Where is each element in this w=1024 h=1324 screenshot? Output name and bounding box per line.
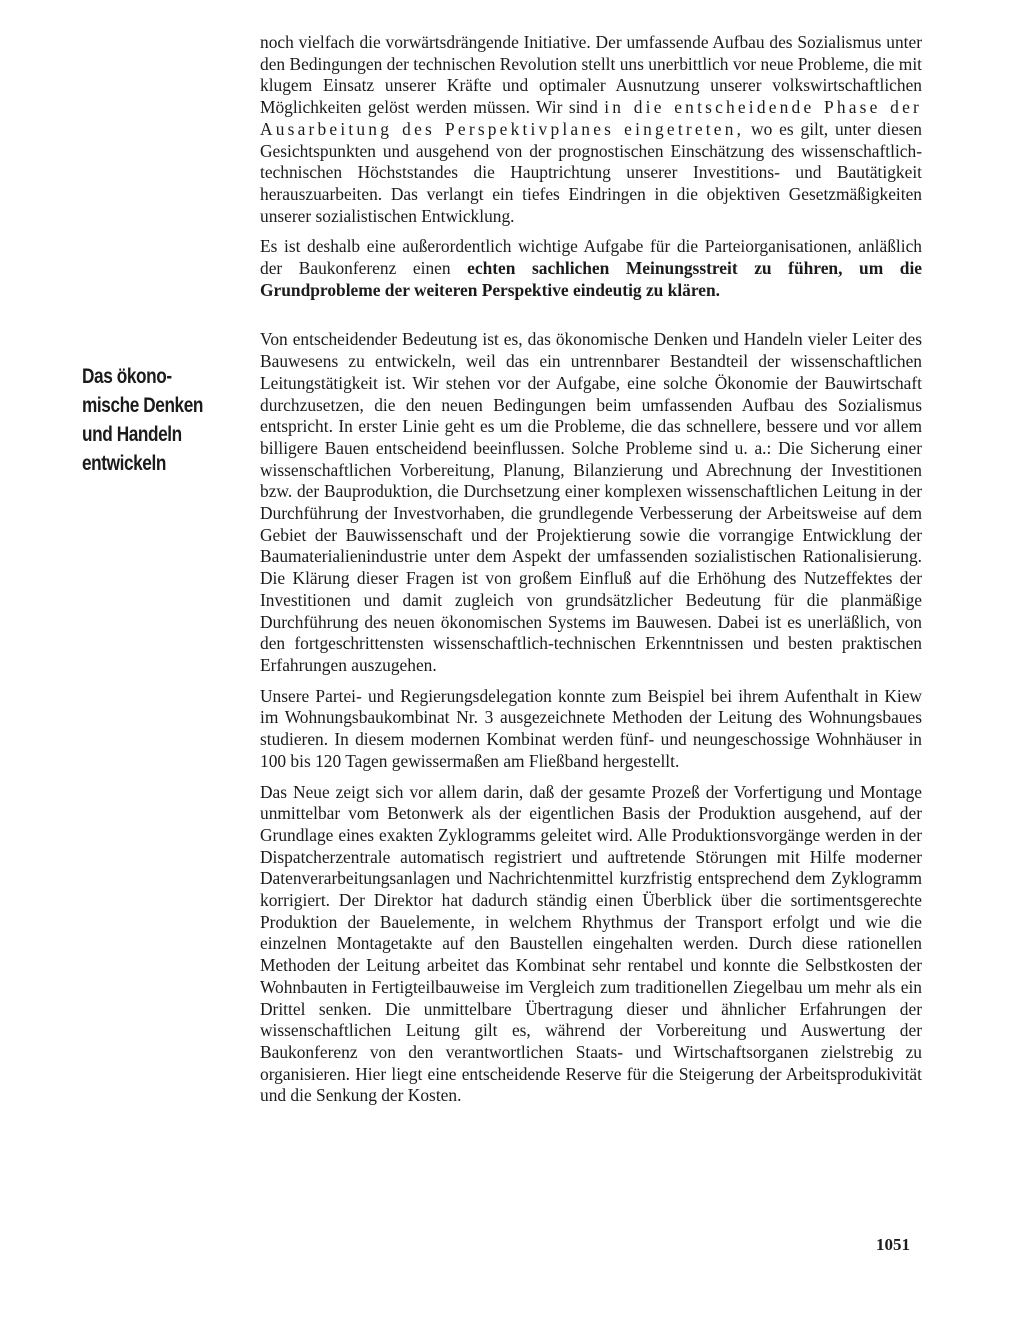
- margin-heading-line: entwickeln: [82, 452, 166, 475]
- margin-heading-line: Das ökono-: [82, 365, 172, 388]
- margin-heading-line: und Handeln: [82, 423, 182, 446]
- paragraph-1-spaced-emphasis: in die entscheidende Phase der Ausarbeitung des Perspektivplanes eingetreten,: [260, 97, 922, 139]
- body-text-column: [260, 32, 922, 1107]
- margin-heading: [82, 362, 217, 478]
- paragraph-5: Das Neue zeigt sich vor allem darin, daß der gesamte Prozeß der Vorfertigung und Montage unmittelbar vom Betonwerk als der eigentlichen Basis der Produktion ausgehend, auf der Grundlage eines exakten Zyklogramms geleitet wird. Alle Produktionsvorgänge werden in der Dispatcherzentrale automatisch registriert und auftretende Störungen mit Hilfe moderner Datenverarbeitungsanlagen und Nachrichtenmittel kurzfristig entsprechend dem Zyklogramm korrigiert. Der Direktor hat dadurch ständig einen Überblick über die sortimentsgerechte Produktion der Bauelemente, in welchem Rhythmus der Transport erfolgt und wie die einzelnen Montagetakte auf den Baustellen eingehalten werden. Durch diese rationellen Methoden der Leitung arbeitet das Kombinat sehr rentabel und konnte die Selbstkosten der Wohnbauten in Fertigteilbauweise im Vergleich zum traditionellen Ziegelbau um mehr als ein Drittel senken. Die unmittelbare Übertragung dieser und ähnlicher Erfahrungen der wissenschaftlichen Leitung gilt es, während der Vorbereitung und Auswertung der Baukonferenz von den verantwortlichen Staats- und Wirtschaftsorganen zielstrebig zu organisieren. Hier liegt eine entscheidende Reserve für die Steigerung der Arbeitsprodukivität und die Senkung der Kosten.: [260, 781, 922, 1106]
- paragraph-1-text-b: wo es gilt, unter diesen Gesichtspunkten und ausgehend von der prognostischen Einschätzung des wissenschaftlich-technischen Höchststandes die Hauptrichtung unserer Investitions- und Bautätigkeit herauszuarbeiten. Das verlangt ein tiefes Eindringen in die objektiven Gesetzmäßigkeiten unserer sozialistischen Entwicklung.: [260, 118, 922, 226]
- paragraph-1-text-a: noch vielfach die vorwärtsdrängende Initiative. Der umfassende Aufbau des Sozialismus unter den Bedingungen der technischen Revolution stellt uns unerbittlich vor neue Probleme, die mit klugem Einsatz unserer Kräfte und optimaler Ausnutzung unserer volkswirtschaftlichen Möglichkeiten gelöst werden müssen. Wir sind: [260, 32, 922, 118]
- paragraph-2-text: Es ist deshalb eine außerordentlich wichtige Aufgabe für die Parteiorganisationen, anläßlich der Baukonferenz einen: [260, 236, 922, 279]
- paragraph-1: [260, 32, 922, 227]
- paragraph-3: Von entscheidender Bedeutung ist es, das ökonomische Denken und Handeln vieler Leiter des Bauwesens zu entwickeln, weil das ein untrennbarer Bestandteil der wissenschaftlichen Leitungstätigkeit ist. Wir stehen vor der Aufgabe, eine solche Ökonomie der Bauwirtschaft durchzusetzen, die den neuen Bedingungen beim umfassenden Aufbau des Sozialismus entspricht. In erster Linie geht es um die Probleme, die das schnellere, bessere und vor allem billigere Bauen entscheidend beeinflussen. Solche Probleme sind u. a.: Die Sicherung einer wissenschaftlichen Vorbereitung, Planung, Bilanzierung und Abrechnung der Investitionen bzw. der Bauproduktion, die Durchsetzung einer komplexen wissenschaftlichen Leitung in der Durchführung der Investvorhaben, die grundlegende Verbesserung der Arbeitsweise auf dem Gebiet der Bauwissenschaft und der Projektierung sowie die vorrangige Entwicklung der Baumaterialienindustrie unter dem Aspekt der umfassenden sozialistischen Rationalisierung. Die Klärung dieser Fragen ist von großem Einfluß auf die Erhöhung des Nutzeffektes der Investitionen und damit zugleich von grundsätzlicher Bedeutung für die planmäßige Durchführung des neuen ökonomischen Systems im Bauwesen. Dabei ist es unerläßlich, von den fortgeschrittensten wissenschaftlich-technischen Erkenntnissen und besten praktischen Erfahrungen auszugehen.: [260, 329, 922, 675]
- paragraph-4: Unsere Partei- und Regierungsdelegation konnte zum Beispiel bei ihrem Aufenthalt in Kiew im Wohnungsbaukombinat Nr. 3 ausgezeichnete Methoden der Leitung des Wohnungsbaues studieren. In diesem modernen Kombinat werden fünf- und neungeschossige Wohnhäuser in 100 bis 120 Tagen gewissermaßen am Fließband hergestellt.: [260, 685, 922, 771]
- paragraph-2: [260, 236, 922, 301]
- paragraph-2-bold-emphasis: echten sachlichen Meinungsstreit zu führen, um die Grundprobleme der weiteren Perspektive eindeutig zu klären.: [260, 258, 922, 300]
- margin-heading-line: mische Denken: [82, 394, 204, 417]
- page-number: 1051: [876, 1235, 910, 1254]
